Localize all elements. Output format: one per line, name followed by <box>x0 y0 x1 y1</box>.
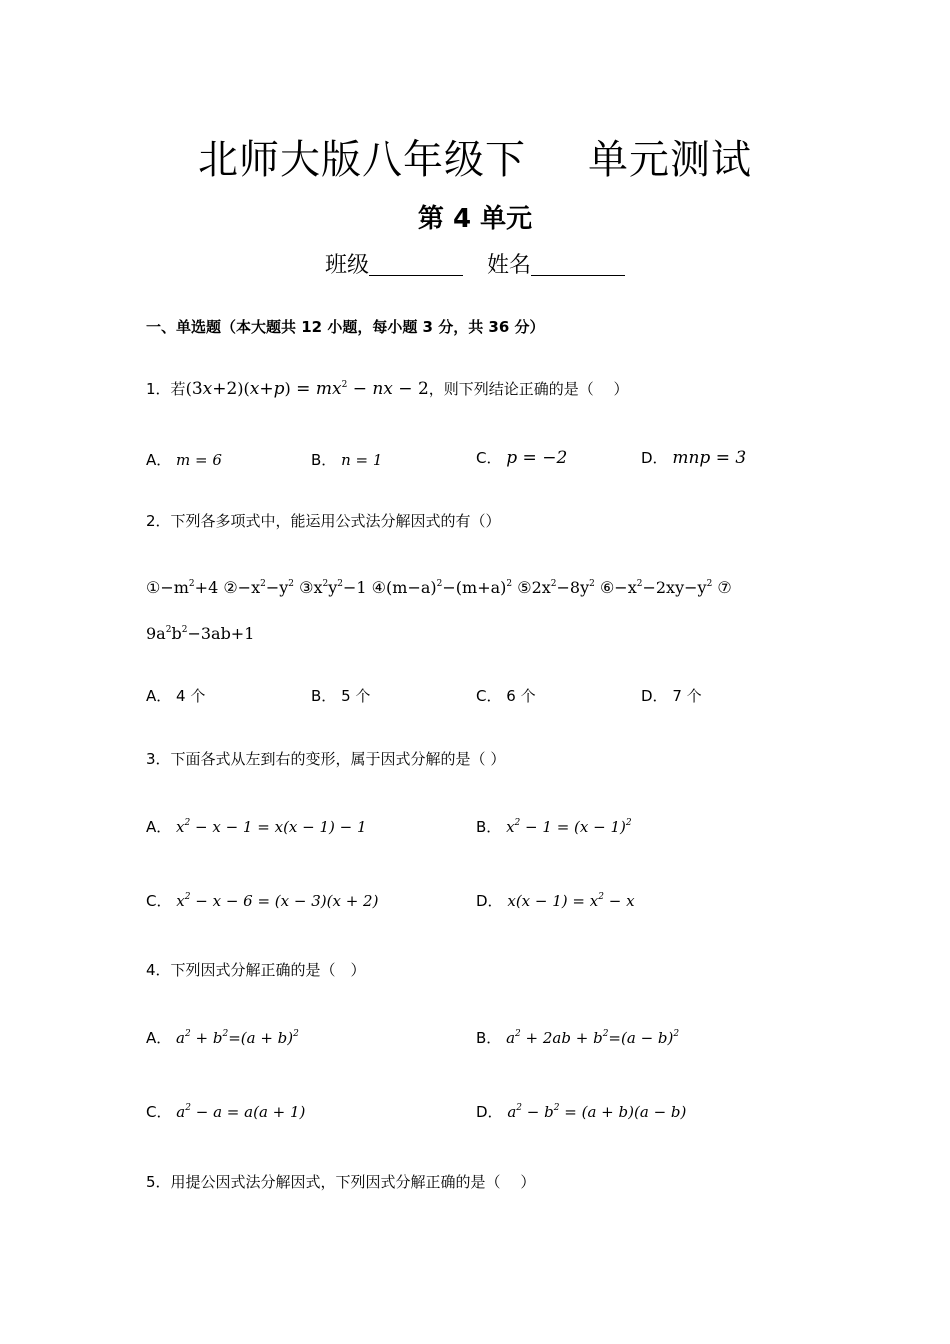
question-4-option-d[interactable]: D． $a^2 - b^2 = (a + b)(a - b)$ <box>476 1103 687 1121</box>
question-3-option-d[interactable]: D． $x(x - 1) = x^2 - x$ <box>476 892 635 910</box>
class-blank <box>369 251 463 276</box>
question-2-items-line-2: $9a^2b^2-3ab+1$ <box>146 624 255 643</box>
question-1-formula: $(3x+2)(x+p) = mx^2$ − nx − 2 <box>185 379 429 399</box>
question-4-option-a[interactable]: A． $a^2 + b^2=(a + b)^2$ <box>146 1029 299 1047</box>
name-label: 姓名 <box>487 253 532 278</box>
title-right: 单元测试 <box>588 137 752 183</box>
student-info-line <box>0 248 950 279</box>
question-3-option-a[interactable]: A． $x^2 - x - 1 = x(x - 1) - 1$ <box>146 818 367 836</box>
question-1-option-d[interactable]: D． mnp = 3 <box>641 448 747 468</box>
question-2-items-line-1: $①-m^2+4$ $②-x^2-y^2$ $③x^2y^2-1$ $④(m-a)^2-(m+a)^2$ $⑤2x^2-8y^2$ $⑥-x^2-2xy-y^2$ ⑦ <box>146 578 732 597</box>
class-label: 班级 <box>324 253 369 278</box>
page-title <box>0 128 950 185</box>
question-2-option-b[interactable]: B． 5 个 <box>311 687 371 705</box>
title-left: 北师大版八年级下 <box>198 137 526 183</box>
unit-heading: 第 4 单元 <box>417 204 533 234</box>
question-2-option-a[interactable]: A． 4 个 <box>146 687 206 705</box>
name-blank <box>531 251 625 276</box>
section-heading: 一、单选题（本大题共 12 小题，每小题 3 分，共 36 分） <box>146 318 545 336</box>
question-4-option-c[interactable]: C． $a^2 - a = a(a + 1)$ <box>146 1103 306 1121</box>
question-3-option-b[interactable]: B． $x^2 - 1 = (x - 1)^2$ <box>476 818 632 836</box>
question-2-stem: 2．下列各多项式中，能运用公式法分解因式的有（） <box>146 512 501 530</box>
question-5-stem: 5．用提公因式法分解因式，下列因式分解正确的是（ ） <box>146 1173 536 1191</box>
question-2-option-d[interactable]: D． 7 个 <box>641 687 702 705</box>
question-1-stem: 1．若$(3x+2)(x+p) = mx^2$ − nx − 2，则下列结论正确的是（ ） <box>146 379 629 399</box>
question-4-option-b[interactable]: B． $a^2 + 2ab + b^2=(a - b)^2$ <box>476 1029 680 1047</box>
question-4-stem: 4．下列因式分解正确的是（ ） <box>146 961 366 979</box>
question-1-option-a[interactable]: A． m = 6 <box>146 451 222 469</box>
question-2-option-c[interactable]: C． 6 个 <box>476 687 536 705</box>
question-1-option-b[interactable]: B． n = 1 <box>311 451 383 469</box>
question-1-option-c[interactable]: C． p = −2 <box>476 448 568 468</box>
question-3-stem: 3．下面各式从左到右的变形，属于因式分解的是（ ） <box>146 750 506 768</box>
question-3-option-c[interactable]: C． $x^2 - x - 6 = (x - 3)(x + 2)$ <box>146 892 379 910</box>
